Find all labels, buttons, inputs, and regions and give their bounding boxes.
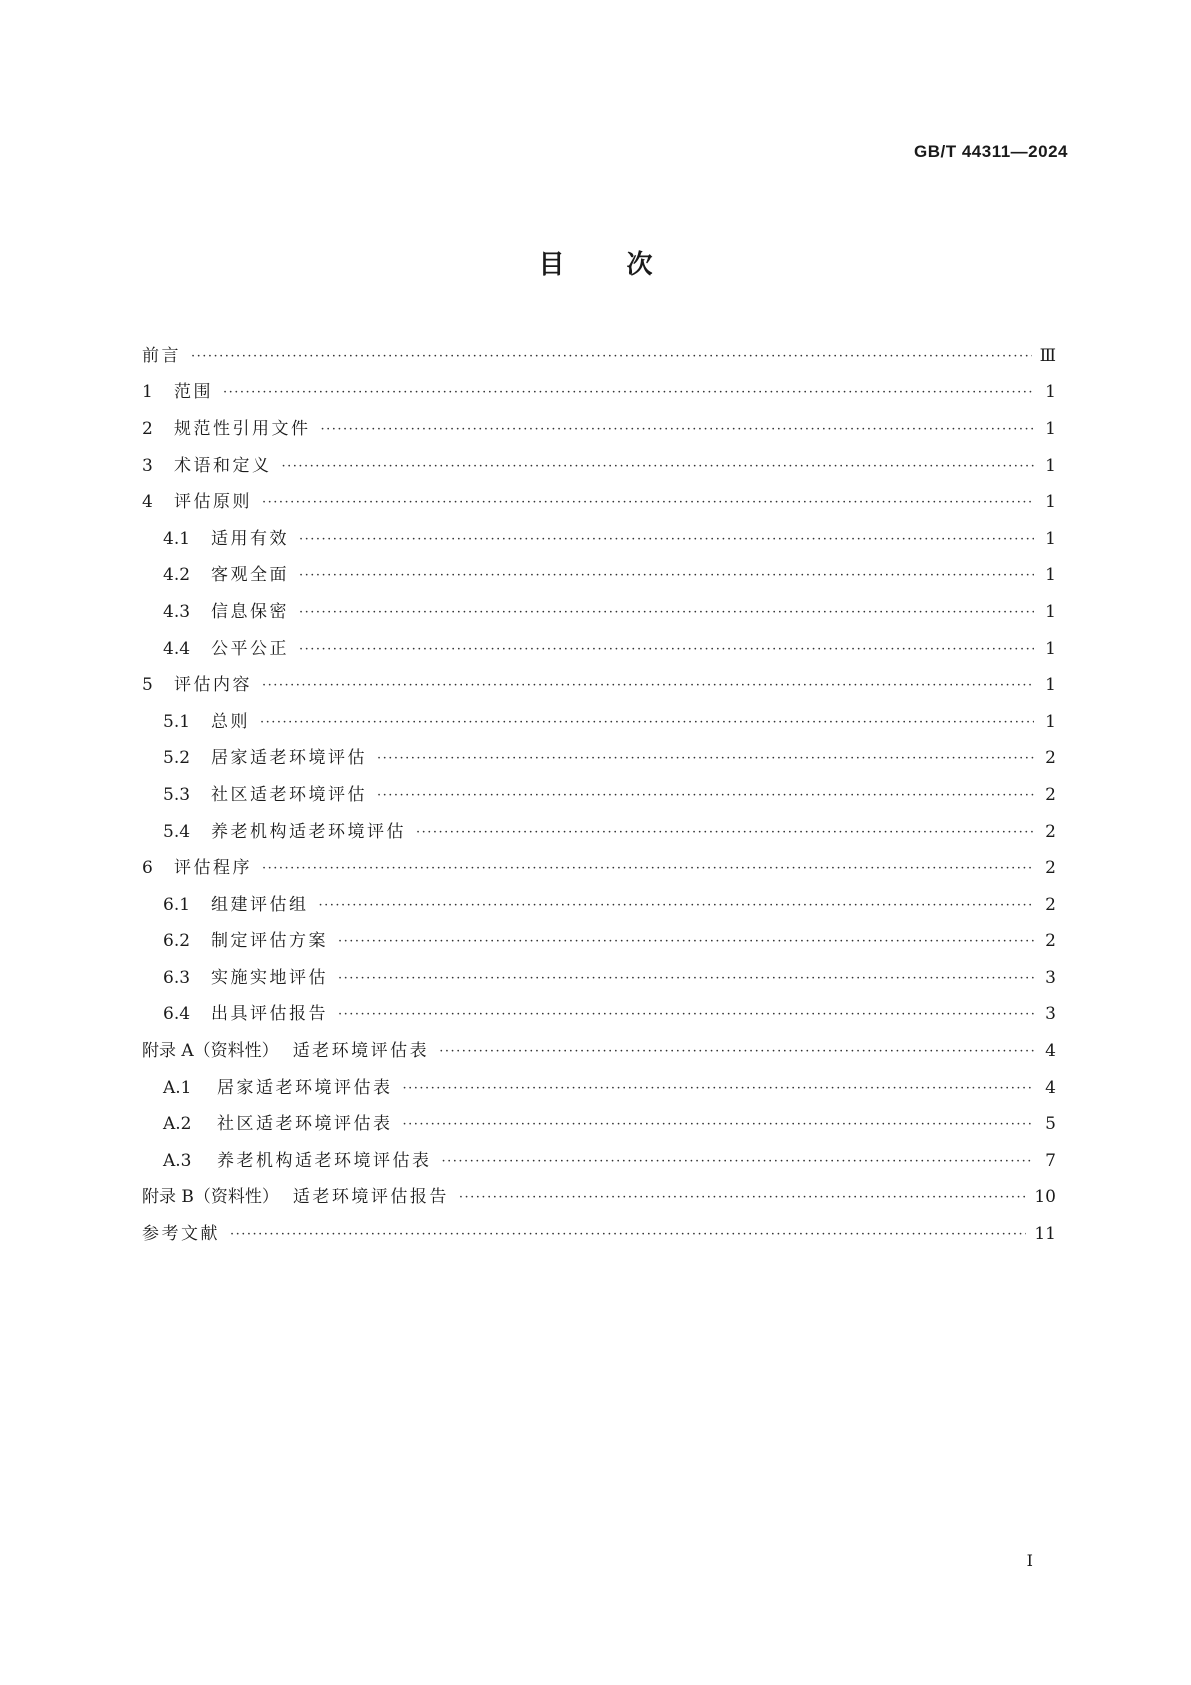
toc-entry[interactable] [142,448,1056,485]
toc-entry-number: 4.3 [163,601,191,622]
toc-entry[interactable] [142,521,1056,558]
dot-leader [262,679,1034,692]
toc-entry-page: 5 [1045,1114,1056,1135]
toc-entry-page: 4 [1045,1041,1056,1062]
dot-leader [319,899,1035,912]
toc-entry-label: 总则 [211,711,250,732]
toc-entry[interactable] [142,924,1056,961]
toc-entry-page: 1 [1045,418,1056,439]
toc-entry-label: 制定评估方案 [211,931,328,952]
toc-entry[interactable] [142,997,1056,1034]
page-title: 目次 [538,250,715,280]
toc-entry-number: 5.2 [163,748,191,769]
toc-entry-page: 1 [1045,492,1056,513]
toc-entry[interactable] [142,667,1056,704]
toc-entry[interactable] [142,1106,1056,1143]
toc-entry-page: 1 [1045,711,1056,732]
toc-entry-label: 居家适老环境评估 [211,748,367,769]
toc-entry[interactable] [142,594,1056,631]
toc-entry-label: 适老环境评估表 [292,1041,430,1062]
dot-leader [262,862,1034,875]
page-number: I [1026,1551,1033,1570]
dot-leader [403,1082,1035,1095]
toc-entry-page: 3 [1045,967,1056,988]
toc-entry-number: 4 [142,492,153,513]
toc-entry-page: 2 [1045,894,1056,915]
toc-entry[interactable] [142,631,1056,668]
dot-leader [439,1045,1034,1058]
toc-entry-label: 养老机构适老环境评估 [211,821,406,842]
toc-entry-number: 附录 B（资料性） [142,1187,279,1208]
dot-leader [321,423,1035,436]
toc-entry-page: 2 [1045,784,1056,805]
toc-entry[interactable] [142,338,1056,375]
toc-entry-label: 适用有效 [211,528,289,549]
toc-entry-number: 6.1 [163,894,191,915]
toc-entry[interactable] [142,960,1056,997]
toc-entry-label: 社区适老环境评估表 [217,1114,393,1135]
toc-entry[interactable] [142,741,1056,778]
toc-entry-number: 4.2 [163,565,191,586]
toc-entry-page: 7 [1045,1150,1056,1171]
toc-entry-label: 前言 [142,345,181,366]
toc-entry-number: 5.3 [163,784,191,805]
toc-entry-label: 规范性引用文件 [174,418,311,439]
toc-entry-page: 11 [1034,1224,1056,1245]
toc-entry-label: 社区适老环境评估 [211,784,367,805]
toc-entry[interactable] [142,1033,1056,1070]
toc-entry-number: 4.4 [163,638,191,659]
toc-entry-page: 2 [1045,748,1056,769]
toc-entry[interactable] [142,1143,1056,1180]
toc-entry-label: 出具评估报告 [211,1004,328,1025]
toc-entry-page: 1 [1045,638,1056,659]
toc-entry[interactable] [142,411,1056,448]
toc-entry-label: 评估内容 [174,675,252,696]
toc-entry-page: 1 [1045,455,1056,476]
toc-entry-label: 养老机构适老环境评估表 [217,1150,432,1171]
toc-entry-number: 5.1 [163,711,191,732]
toc-entry-number: 6.3 [163,967,191,988]
toc-entry[interactable] [142,1216,1056,1253]
dot-leader [338,935,1034,948]
toc-entry-label: 评估程序 [174,858,252,879]
dot-leader [338,1008,1034,1021]
toc-entry-label: 居家适老环境评估表 [217,1077,393,1098]
toc-entry-page: 4 [1045,1077,1056,1098]
toc-entry-page: 3 [1045,1004,1056,1025]
toc-entry-page: 1 [1045,601,1056,622]
dot-leader [459,1191,1026,1204]
toc-entry-number: 3 [142,455,153,476]
toc-entry-page: 2 [1045,931,1056,952]
toc-entry-number: 5 [142,675,153,696]
toc-entry-number: A.1 [163,1077,192,1098]
toc-entry-number: 6.4 [163,1004,191,1025]
dot-leader [338,972,1034,985]
dot-leader [299,643,1034,656]
toc-entry-page: 1 [1045,382,1056,403]
toc-entry-label: 信息保密 [211,601,289,622]
toc-entry-page: 2 [1045,858,1056,879]
dot-leader [223,386,1034,399]
toc-entry[interactable] [142,375,1056,412]
toc-entry-number: 1 [142,382,153,403]
toc-entry[interactable] [142,484,1056,521]
dot-leader [299,606,1034,619]
dot-leader [416,826,1034,839]
toc-entry-page: 1 [1045,675,1056,696]
toc-entry-number: 6 [142,858,153,879]
toc-entry-label: 参考文献 [142,1224,220,1245]
dot-leader [403,1118,1035,1131]
dot-leader [377,789,1034,802]
dot-leader [262,496,1034,509]
toc-entry-page: 1 [1045,528,1056,549]
dot-leader [260,716,1034,729]
table-of-contents [142,338,1056,1253]
dot-leader [299,569,1034,582]
dot-leader [230,1228,1026,1241]
toc-entry[interactable] [142,1070,1056,1107]
toc-entry-label: 适老环境评估报告 [292,1187,449,1208]
toc-entry-number: A.3 [163,1150,192,1171]
dot-leader [299,533,1034,546]
toc-entry[interactable] [142,704,1056,741]
toc-entry[interactable] [142,887,1056,924]
toc-entry-number: 4.1 [163,528,191,549]
toc-entry[interactable] [142,1180,1056,1217]
dot-leader [377,752,1034,765]
toc-entry-number: 6.2 [163,931,191,952]
toc-entry[interactable] [142,850,1056,887]
dot-leader [282,460,1035,473]
toc-entry-page: 1 [1045,565,1056,586]
toc-entry-number: 2 [142,418,153,439]
toc-entry[interactable] [142,777,1056,814]
dot-leader [442,1155,1035,1168]
toc-entry-label: 范围 [174,382,213,403]
toc-entry-label: 实施实地评估 [211,967,328,988]
standard-code: GB/T 44311—2024 [914,142,1068,161]
toc-entry-page: 10 [1034,1187,1056,1208]
toc-entry-number: A.2 [163,1114,192,1135]
toc-entry-page: 2 [1045,821,1056,842]
toc-entry-number: 5.4 [163,821,191,842]
toc-entry-label: 术语和定义 [174,455,272,476]
toc-entry[interactable] [142,558,1056,595]
dot-leader [191,350,1032,363]
toc-entry-label: 组建评估组 [211,894,309,915]
toc-entry-page: Ⅲ [1039,345,1056,366]
toc-entry-label: 评估原则 [174,492,252,513]
toc-entry-label: 客观全面 [211,565,289,586]
toc-entry[interactable] [142,814,1056,851]
toc-entry-label: 公平公正 [211,638,289,659]
toc-entry-number: 附录 A（资料性） [142,1041,279,1062]
